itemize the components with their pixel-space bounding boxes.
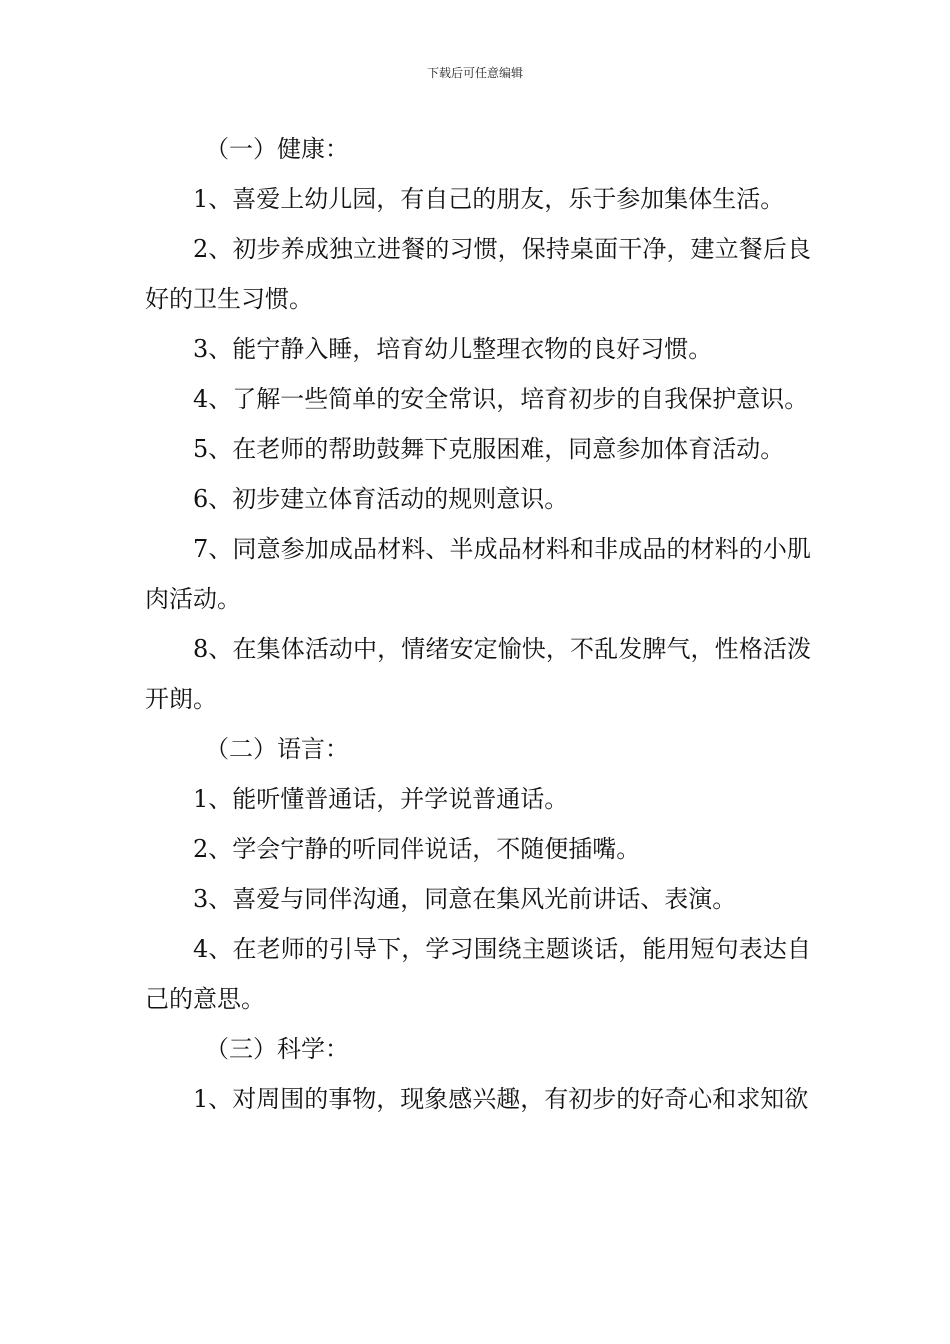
- paragraph: 1、对周围的事物，现象感兴趣，有初步的好奇心和求知欲: [193, 1085, 809, 1113]
- paragraph: 2、初步养成独立进餐的习惯，保持桌面干净，建立餐后良好的卫生习惯。: [145, 235, 811, 313]
- page-header: 下载后可任意编辑: [426, 66, 523, 80]
- document-body: [145, 124, 811, 1124]
- paragraph: 1、能听懂普通话，并学说普通话。: [193, 785, 569, 813]
- section-heading-language: （二）语言：: [205, 735, 349, 763]
- paragraph: 3、喜爱与同伴沟通，同意在集风光前讲话、表演。: [193, 885, 737, 913]
- paragraph: 4、在老师的引导下，学习围绕主题谈话，能用短句表达自己的意思。: [145, 935, 811, 1013]
- paragraph: 6、初步建立体育活动的规则意识。: [193, 485, 569, 513]
- paragraph: 5、在老师的帮助鼓舞下克服困难，同意参加体育活动。: [193, 435, 785, 463]
- paragraph: 3、能宁静入睡，培育幼儿整理衣物的良好习惯。: [193, 335, 713, 363]
- paragraph: 4、了解一些简单的安全常识，培育初步的自我保护意识。: [193, 385, 809, 413]
- section-heading-science: （三）科学：: [205, 1035, 349, 1063]
- section-heading-health: （一）健康：: [205, 135, 349, 163]
- paragraph: 8、在集体活动中，情绪安定愉快，不乱发脾气，性格活泼开朗。: [145, 635, 811, 713]
- paragraph: 7、同意参加成品材料、半成品材料和非成品的材料的小肌肉活动。: [145, 535, 811, 613]
- paragraph: 1、喜爱上幼儿园，有自己的朋友，乐于参加集体生活。: [193, 185, 785, 213]
- paragraph: 2、学会宁静的听同伴说话，不随便插嘴。: [193, 835, 641, 863]
